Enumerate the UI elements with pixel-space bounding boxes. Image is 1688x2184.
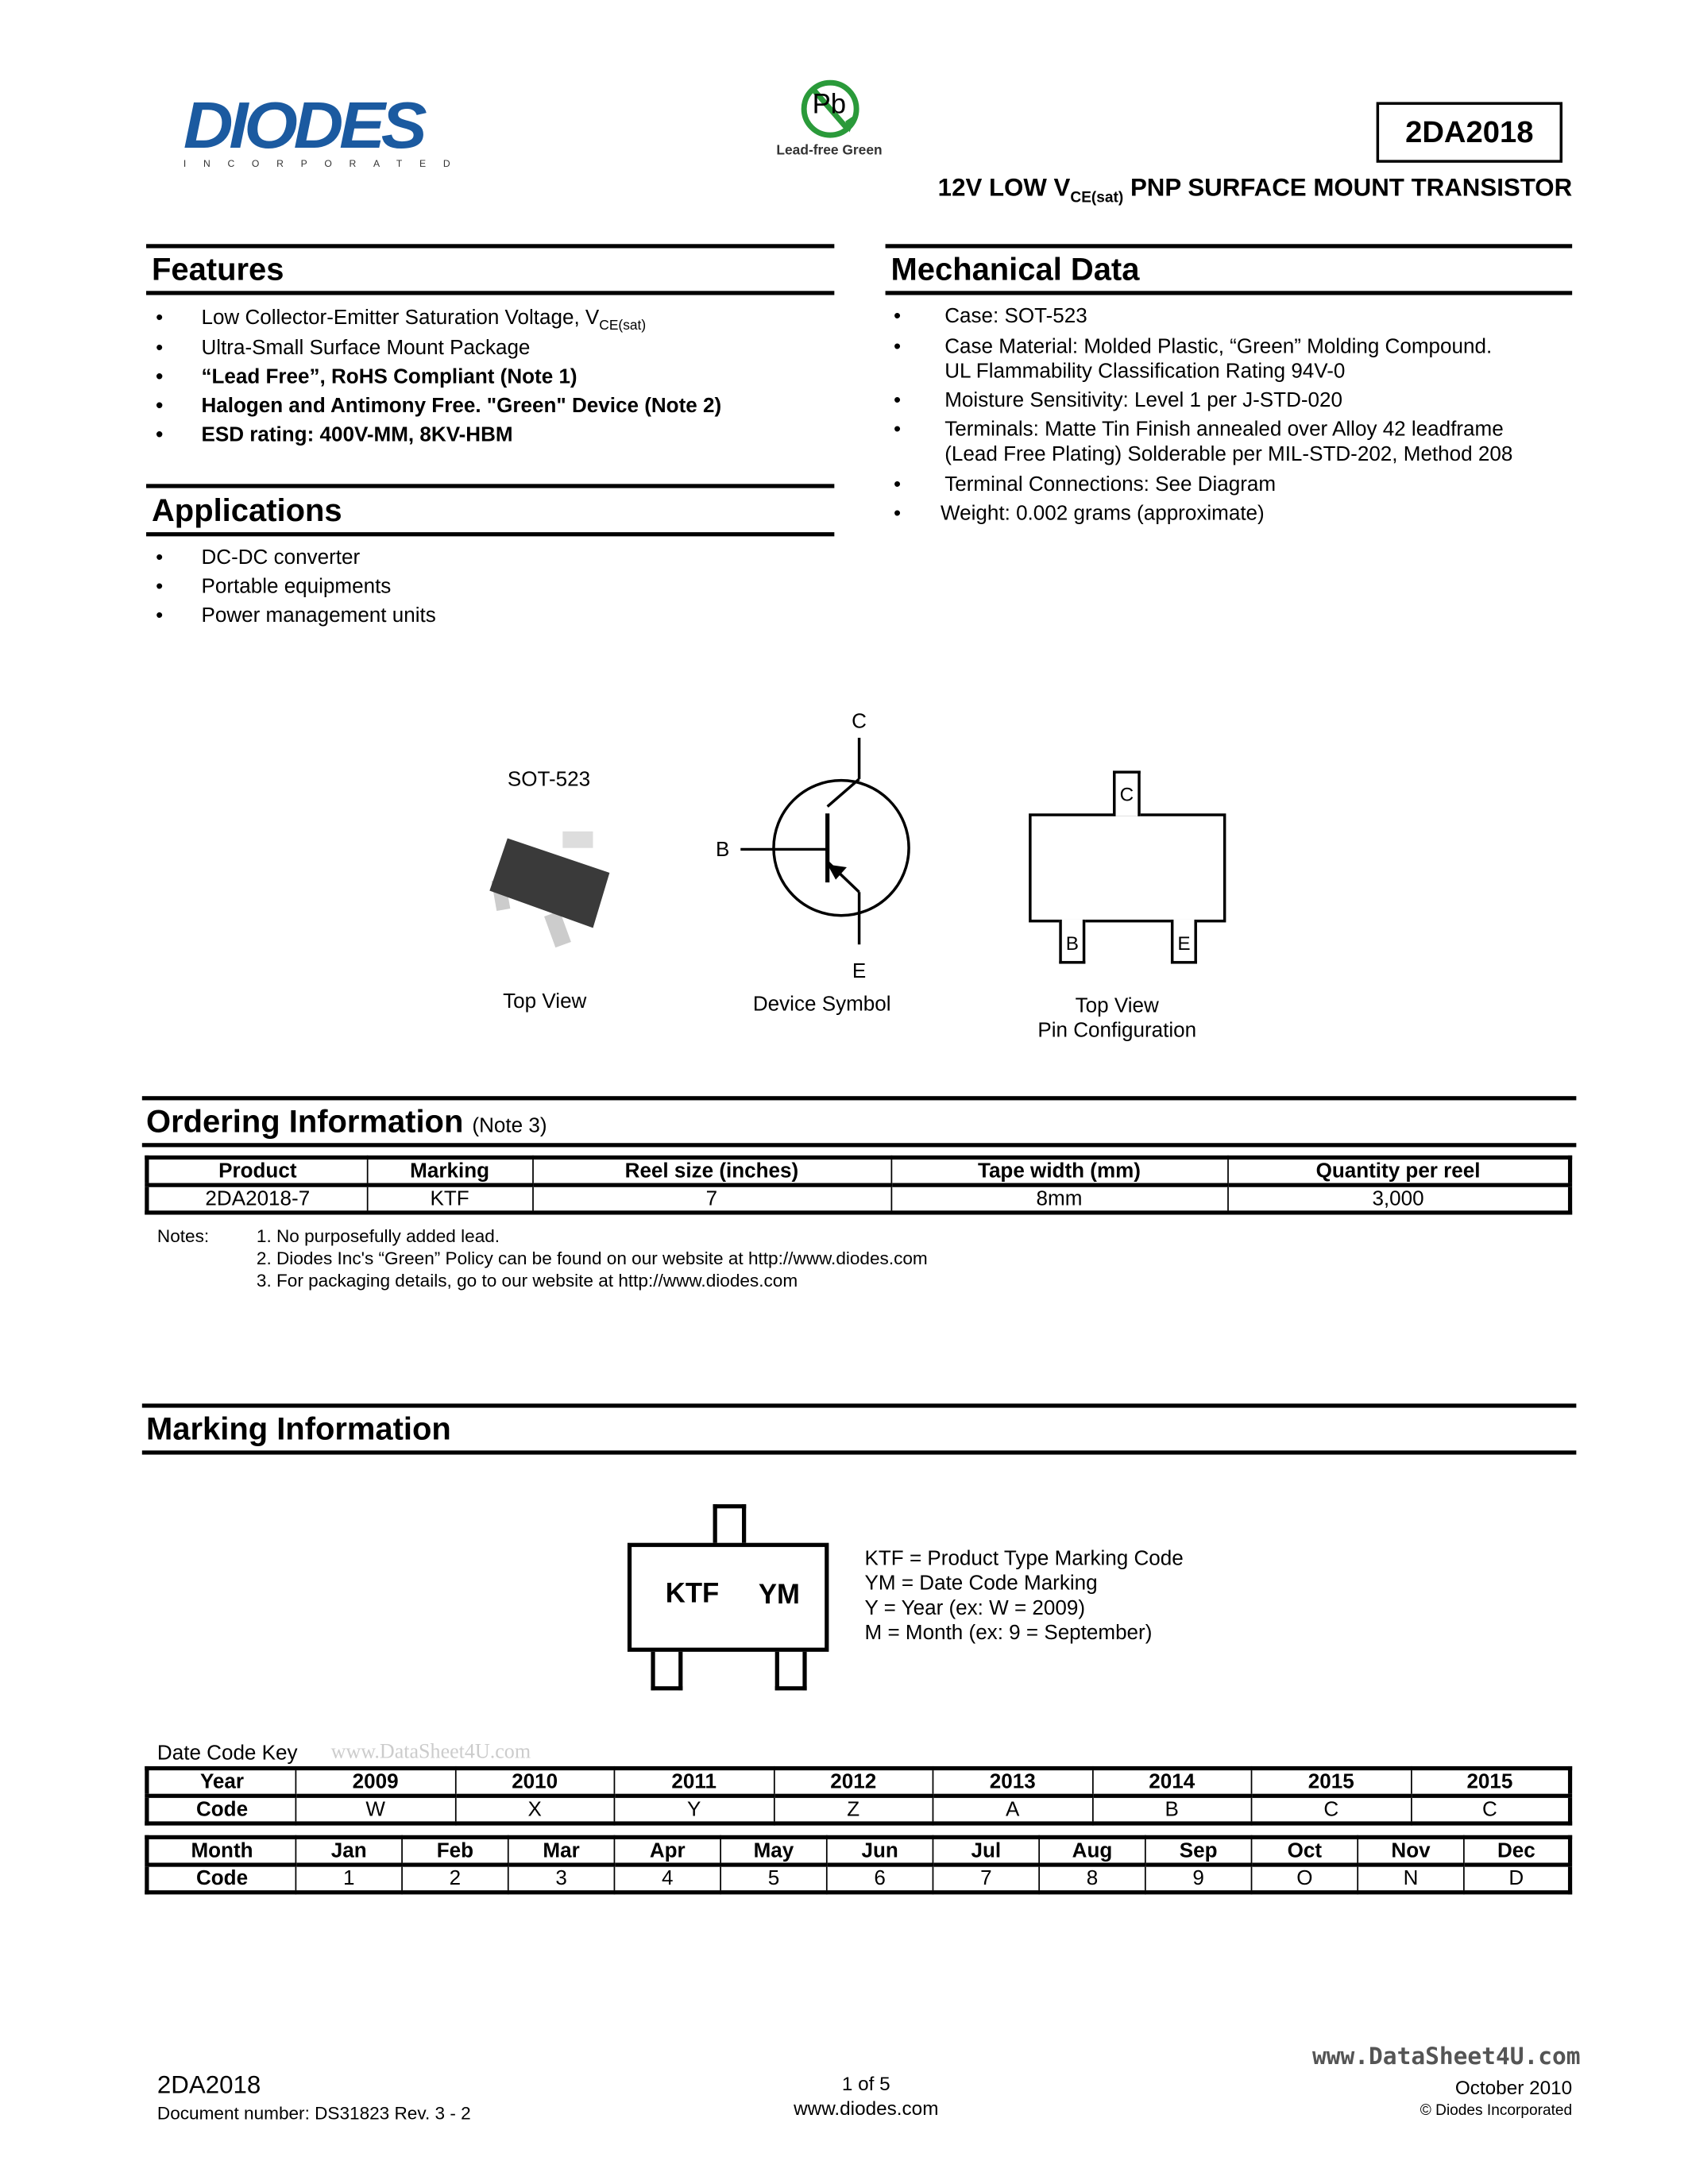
table-cell: Code — [147, 1865, 295, 1893]
table-cell: Z — [774, 1796, 933, 1823]
marking-pin — [651, 1646, 682, 1691]
symbol-caption: Device Symbol — [752, 992, 891, 1017]
table-row — [147, 1796, 1570, 1823]
document-subtitle — [938, 174, 1572, 206]
notes-list — [257, 1225, 928, 1291]
table-cell: X — [455, 1796, 615, 1823]
footer-copyright: © Diodes Incorporated — [1420, 2102, 1573, 2120]
table-cell: 2013 — [933, 1769, 1092, 1796]
table-cell: Jan — [295, 1837, 402, 1865]
table-row — [147, 1769, 1570, 1796]
year-code-table — [145, 1766, 1572, 1826]
table-cell: Quantity per reel — [1227, 1157, 1570, 1185]
table-cell: 7 — [933, 1865, 1039, 1893]
table-cell: Nov — [1358, 1837, 1464, 1865]
table-cell: Apr — [614, 1837, 720, 1865]
mechanical-item: • Terminal Connections: See Diagram — [893, 473, 1277, 496]
note-item: 2. Diodes Inc's “Green” Policy can be found on our website at http://www.diodes.com — [256, 1248, 928, 1269]
table-cell: Reel size (inches) — [532, 1157, 890, 1185]
marking-code-ym: YM — [758, 1580, 800, 1611]
table-cell: Dec — [1464, 1837, 1570, 1865]
lead-free-text: Lead-free Green — [776, 143, 883, 159]
table-cell: Jul — [933, 1837, 1039, 1865]
table-cell: 2015 — [1411, 1769, 1570, 1796]
table-cell: 3,000 — [1227, 1185, 1570, 1213]
pin-b: B — [1059, 920, 1085, 964]
table-cell: Tape width (mm) — [891, 1157, 1228, 1185]
table-cell: KTF — [367, 1185, 532, 1213]
table-cell: 2011 — [614, 1769, 774, 1796]
table-cell: 8mm — [891, 1185, 1228, 1213]
watermark: www.DataSheet4U.com — [330, 1741, 531, 1764]
table-cell: 2 — [402, 1865, 508, 1893]
table-cell: Aug — [1039, 1837, 1145, 1865]
table-cell: Month — [147, 1837, 295, 1865]
table-cell: 2015 — [1252, 1769, 1412, 1796]
application-item: • Power management units — [156, 604, 436, 627]
footer-website: www.diodes.com — [794, 2097, 939, 2120]
table-cell: 1 — [295, 1865, 402, 1893]
pin-e: E — [1171, 920, 1197, 964]
mechanical-item: • Weight: 0.002 grams (approximate) — [893, 501, 1265, 526]
symbol-emitter-label: E — [852, 959, 867, 983]
table-cell: Marking — [367, 1157, 532, 1185]
feature-item: • ESD rating: 400V-MM, 8KV-HBM — [156, 423, 513, 447]
symbol-base-label: B — [716, 838, 730, 862]
table-cell: D — [1464, 1865, 1570, 1893]
footer-part: 2DA2018 — [156, 2070, 261, 2099]
table-cell: A — [933, 1796, 1092, 1823]
divider — [146, 244, 834, 248]
pinconf-caption: Pin Configuration — [1037, 1018, 1197, 1043]
marking-pin — [775, 1646, 807, 1691]
mechanical-heading: Mechanical Data — [890, 250, 1140, 287]
table-cell: 9 — [1145, 1865, 1252, 1893]
subtitle-pre: 12V LOW V — [937, 173, 1071, 202]
marking-heading: Marking Information — [146, 1410, 451, 1447]
divider — [886, 291, 1573, 295]
table-cell: 8 — [1039, 1865, 1145, 1893]
divider — [146, 484, 834, 488]
notes-label: Notes: — [156, 1225, 210, 1247]
feature-item: • Halogen and Antimony Free. "Green" Device (Note 2) — [156, 394, 722, 419]
mechanical-item: • Case: SOT-523 — [893, 304, 1087, 329]
marking-legend: KTF = Product Type Marking Code YM = Date Code Marking Y = Year (ex: W = 2009) M = Month (ex: 9 = September) — [864, 1546, 1184, 1646]
mechanical-item: • Case Material: Molded Plastic, “Green” Molding Compound. UL Flammability Classification Rating 94V-0 — [893, 334, 1493, 384]
ordering-table — [145, 1156, 1572, 1215]
pin-config-body — [1029, 813, 1226, 922]
table-cell: 4 — [614, 1865, 720, 1893]
table-cell: Oct — [1252, 1837, 1358, 1865]
applications-heading: Applications — [151, 492, 342, 528]
logo-text: DIODES — [183, 88, 423, 163]
table-cell: N — [1358, 1865, 1464, 1893]
table-row — [147, 1837, 1570, 1865]
feature-item: • “Lead Free”, RoHS Compliant (Note 1) — [156, 365, 577, 389]
mechanical-item: • Moisture Sensitivity: Level 1 per J-STD-020 — [893, 388, 1343, 413]
application-item: • Portable equipments — [156, 574, 392, 599]
table-cell: 6 — [827, 1865, 933, 1893]
table-cell: 2014 — [1092, 1769, 1252, 1796]
table-cell: 2010 — [455, 1769, 615, 1796]
table-cell: 2009 — [295, 1769, 455, 1796]
table-cell: W — [295, 1796, 455, 1823]
divider — [142, 1403, 1577, 1407]
note-item: 3. For packaging details, go to our website at http://www.diodes.com — [256, 1269, 798, 1291]
pb-symbol: Pb — [812, 89, 847, 121]
subtitle-sub: CE(sat) — [1070, 189, 1124, 206]
month-code-table — [145, 1835, 1572, 1895]
footer-page: 1 of 5 — [841, 2072, 890, 2095]
package-caption: Top View — [503, 990, 587, 1014]
table-cell: O — [1252, 1865, 1358, 1893]
table-cell: C — [1411, 1796, 1570, 1823]
marking-code-ktf: KTF — [665, 1578, 720, 1610]
table-row — [147, 1865, 1570, 1893]
footer-doc-number: Document number: DS31823 Rev. 3 - 2 — [156, 2102, 471, 2124]
table-cell: Feb — [402, 1837, 508, 1865]
footer-date: October 2010 — [1454, 2076, 1573, 2099]
divider — [142, 1143, 1577, 1147]
application-item: • DC-DC converter — [156, 546, 361, 570]
footer-watermark: www.DataSheet4U.com — [1311, 2043, 1581, 2071]
table-cell: Code — [147, 1796, 295, 1823]
divider — [886, 244, 1573, 248]
ordering-heading: Ordering Information — [146, 1102, 464, 1140]
table-cell: Year — [147, 1769, 295, 1796]
package-label: SOT-523 — [507, 768, 591, 792]
divider — [142, 1450, 1577, 1454]
table-cell: C — [1252, 1796, 1412, 1823]
package-photo — [483, 824, 621, 955]
divider — [146, 291, 834, 295]
table-row — [147, 1185, 1570, 1213]
table-cell: 7 — [532, 1185, 890, 1213]
table-cell: Sep — [1145, 1837, 1252, 1865]
diodes-logo — [183, 86, 467, 170]
logo-subtext: INCORPORATED — [183, 160, 468, 170]
table-cell: 2DA2018-7 — [147, 1185, 367, 1213]
feature-item: • Ultra-Small Surface Mount Package — [156, 336, 531, 361]
symbol-collector-label: C — [852, 710, 867, 734]
date-code-title: Date Code Key — [156, 1741, 298, 1765]
table-cell: 3 — [508, 1865, 615, 1893]
ordering-note: (Note 3) — [472, 1113, 547, 1138]
pin-c: C — [1113, 770, 1141, 816]
features-heading: Features — [151, 250, 284, 287]
table-cell: 2012 — [774, 1769, 933, 1796]
mechanical-item: • Terminals: Matte Tin Finish annealed over Alloy 42 leadframe (Lead Free Plating) Solderable per MIL-STD-202, Method 208 — [893, 418, 1513, 466]
table-cell: Mar — [508, 1837, 615, 1865]
transistor-symbol — [717, 738, 924, 959]
table-cell: B — [1092, 1796, 1252, 1823]
marking-pin — [713, 1504, 747, 1549]
feature-item: • Low Collector-Emitter Saturation Voltage, $V_{CE(sat)}$ — [156, 306, 647, 334]
pinconf-caption: Top View — [1075, 994, 1159, 1018]
table-cell: May — [720, 1837, 827, 1865]
table-cell: Y — [614, 1796, 774, 1823]
divider — [142, 1096, 1577, 1100]
table-cell: Product — [147, 1157, 367, 1185]
table-cell: Jun — [827, 1837, 933, 1865]
subtitle-post: PNP SURFACE MOUNT TRANSISTOR — [1123, 173, 1573, 202]
part-number-box: 2DA2018 — [1377, 102, 1562, 162]
lead-free-green-logo — [772, 77, 899, 165]
note-item: 1. No purposefully added lead. — [256, 1225, 500, 1247]
table-row — [147, 1157, 1570, 1185]
table-cell: 5 — [720, 1865, 827, 1893]
divider — [146, 532, 834, 536]
